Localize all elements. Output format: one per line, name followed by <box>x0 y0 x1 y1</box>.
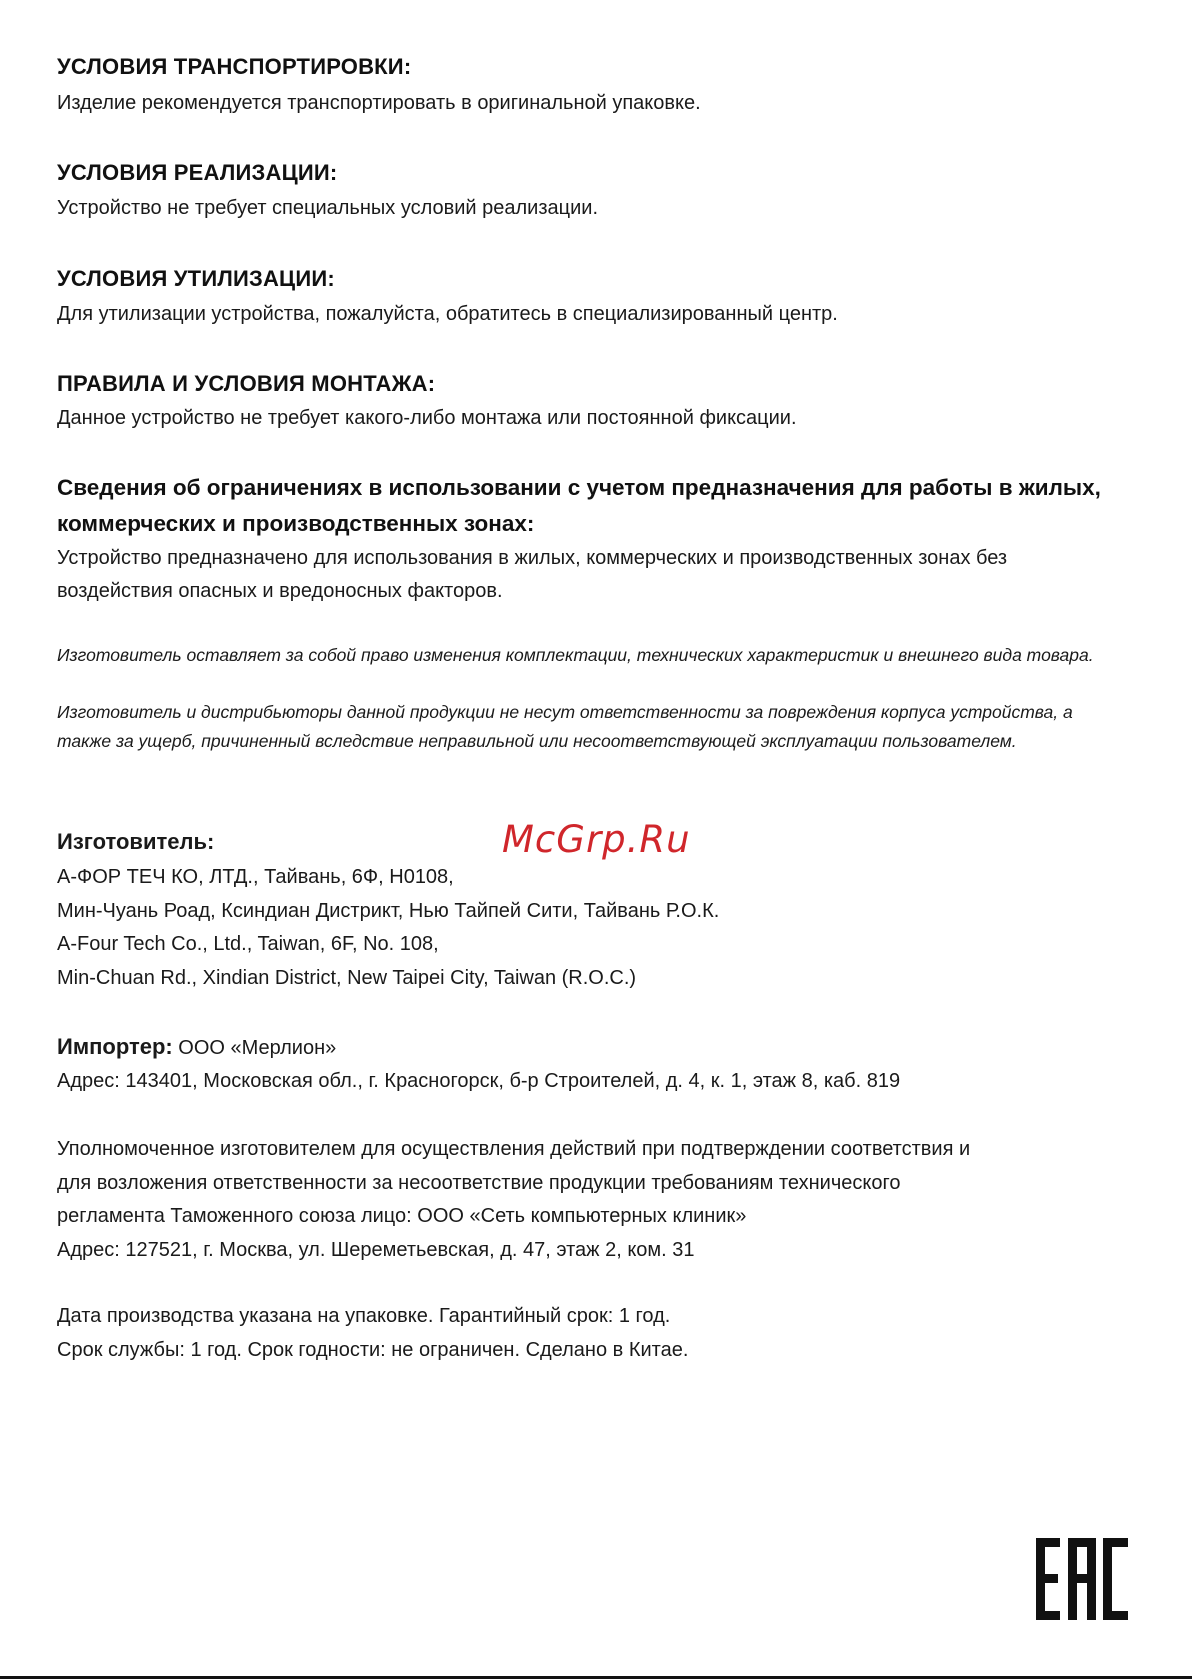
disclaimer-rights: Изготовитель оставляет за собой право изменения комплектации, технических характеристик и внешнего вида товара. <box>57 645 1094 665</box>
authorized-block <box>57 1133 970 1267</box>
manufacturer-line: A-Four Tech Co., Ltd., Taiwan, 6F, No. 108, <box>57 933 439 955</box>
importer-label: Импортер: <box>57 1034 173 1059</box>
sales-title: УСЛОВИЯ РЕАЛИЗАЦИИ: <box>57 160 338 185</box>
importer-address: Адрес: 143401, Московская обл., г. Красногорск, б-р Строителей, д. 4, к. 1, этаж 8, каб. 819 <box>57 1070 901 1092</box>
transport-text: Изделие рекомендуется транспортировать в оригинальной упаковке. <box>57 92 701 114</box>
mounting-text: Данное устройство не требует какого-либо монтажа или постоянной фиксации. <box>57 407 797 429</box>
footer-line: Срок службы: 1 год. Срок годности: не ограничен. Сделано в Китае. <box>57 1338 689 1361</box>
watermark-text: McGrp.Ru <box>502 818 691 861</box>
authorized-line: регламента Таможенного союза лицо: ООО «Сеть компьютерных клиник» <box>57 1205 747 1227</box>
disposal-text: Для утилизации устройства, пожалуйста, обратитесь в специализированный центр. <box>57 303 838 325</box>
manufacturer-title: Изготовитель: <box>57 829 215 854</box>
footer-line: Дата производства указана на упаковке. Гарантийный срок: 1 год. <box>57 1305 671 1327</box>
authorized-line: Уполномоченное изготовителем для осуществления действий при подтверждении соответствия и <box>57 1138 971 1160</box>
importer-block <box>57 1029 900 1099</box>
manufacturer-line: Мин-Чуань Роад, Ксиндиан Дистрикт, Нью Тайпей Сити, Тайвань Р.О.К. <box>57 899 720 922</box>
authorized-address: Адрес: 127521, г. Москва, ул. Шереметьевская, д. 47, этаж 2, ком. 31 <box>57 1238 695 1261</box>
mounting-title: ПРАВИЛА И УСЛОВИЯ МОНТАЖА: <box>57 371 436 396</box>
restrictions-text: Устройство предназначено для использования в жилых, коммерческих и производственных зонах без воздействия опасных и вредоносных факторов. <box>57 547 1008 602</box>
transport-title: УСЛОВИЯ ТРАНСПОРТИРОВКИ: <box>57 54 412 79</box>
sales-text: Устройство не требует специальных условий реализации. <box>57 197 599 219</box>
disposal-title: УСЛОВИЯ УТИЛИЗАЦИИ: <box>57 266 335 291</box>
manufacturer-line: Min-Chuan Rd., Xindian District, New Taipei City, Taiwan (R.O.C.) <box>57 966 637 989</box>
importer-name: ООО «Мерлион» <box>172 1037 337 1059</box>
manufacturer-line: A-ФОР ТЕЧ КО, ЛТД., Тайвань, 6Ф, Н0108, <box>57 866 454 888</box>
footer-block <box>57 1300 688 1367</box>
restrictions-title: Сведения об ограничениях в использовании с учетом предназначения для работы в жилых, коммерческих и производственных зонах: <box>57 475 1101 536</box>
authorized-line: для возложения ответственности за несоответствие продукции требованиям технического <box>57 1171 901 1194</box>
disclaimer-liability: Изготовитель и дистрибьюторы данной продукции не несут ответственности за повреждения корпуса устройства, а также за ущерб, причиненный вследствие неправильной или несоответствующей эксплуатации пользователем. <box>57 702 1073 751</box>
eac-logo-icon <box>1036 1538 1128 1620</box>
